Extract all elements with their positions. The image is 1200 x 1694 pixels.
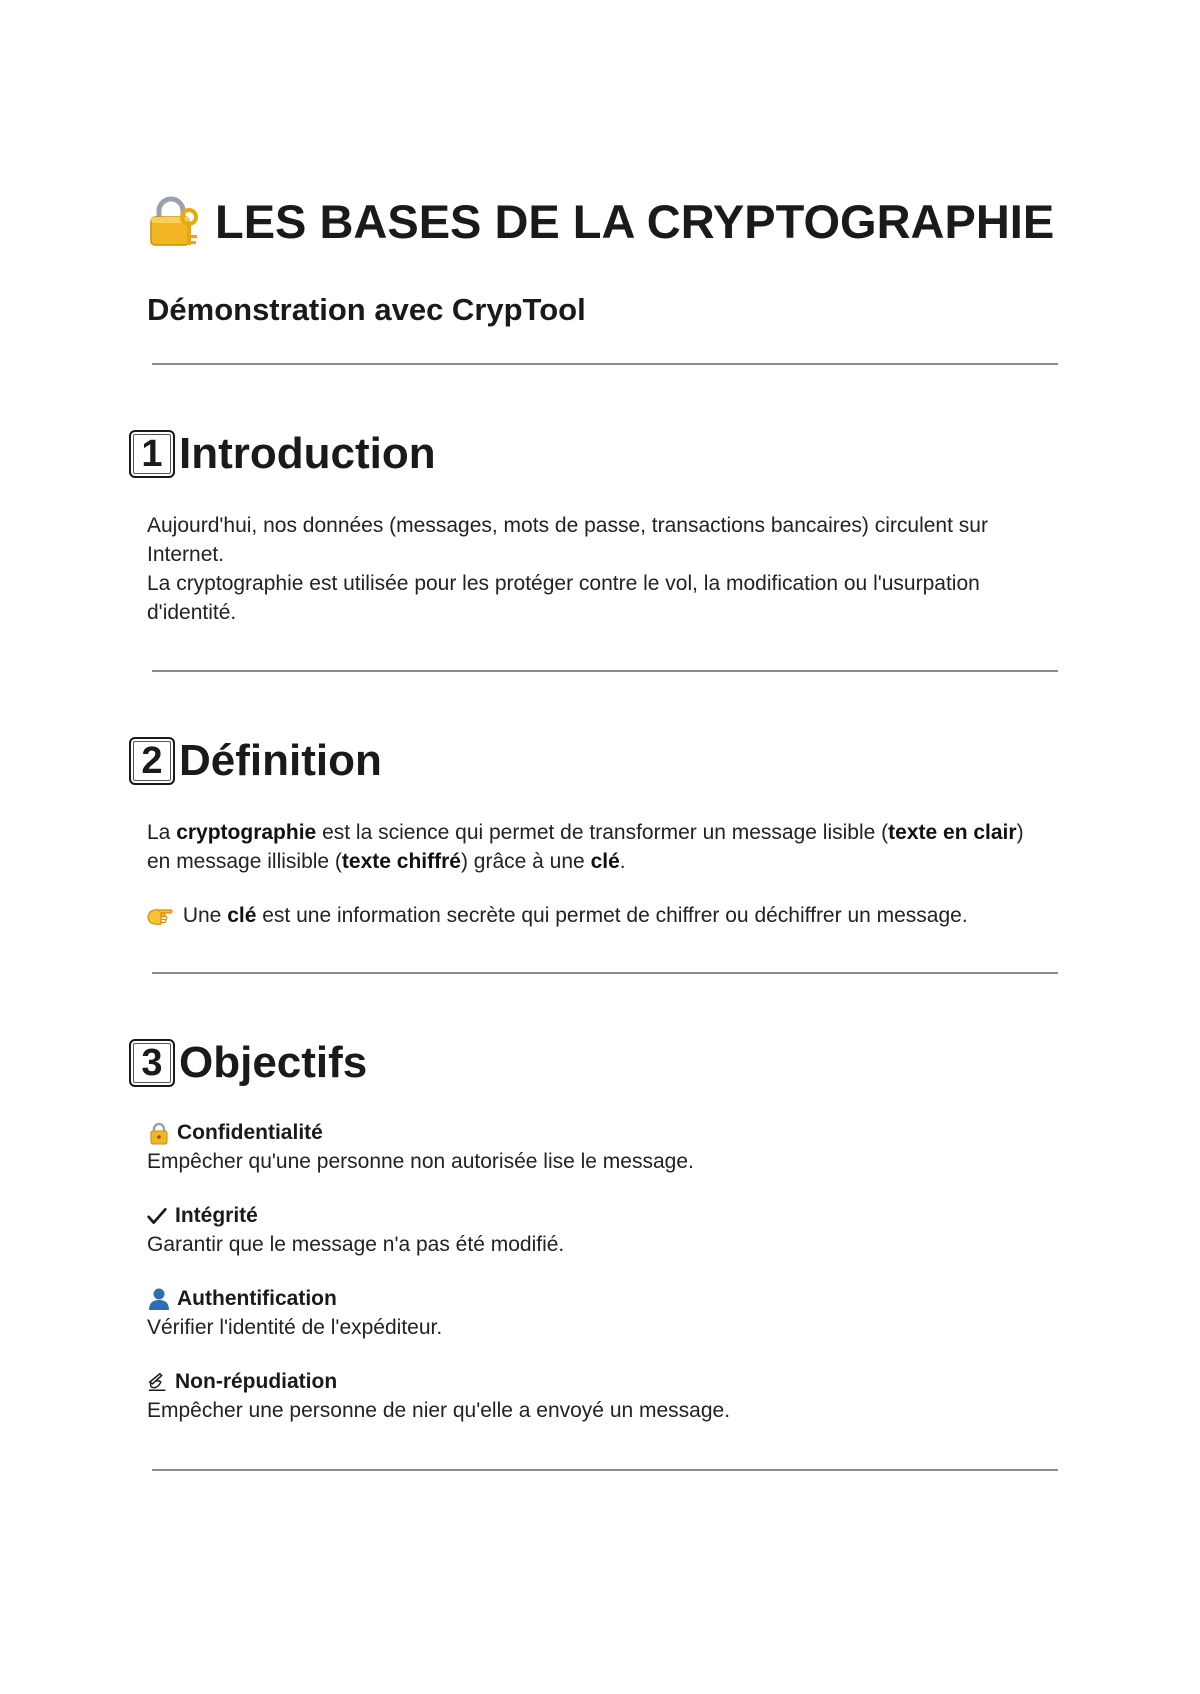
section-divider [152,363,1058,365]
section-divider [152,972,1058,974]
document-title-text: LES BASES DE LA CRYPTOGRAPHIE [215,195,1055,248]
note-term: clé [227,904,257,927]
definition-term: clé [590,850,620,873]
objective-description: Empêcher une personne de nier qu'elle a envoyé un message. [147,1399,731,1422]
objective-title [147,1118,323,1147]
person-icon [147,1287,171,1311]
section-heading-definition [129,733,382,789]
definition-term: texte en clair [888,821,1017,844]
keycap-number-icon: 3 [129,1039,175,1087]
paragraph-line: Aujourd'hui, nos données (messages, mots de passe, transactions bancaires) circulent sur [147,514,988,537]
objective-title-text: Non-répudiation [175,1370,338,1393]
keycap-number-icon: 1 [129,430,175,478]
definition-text: . [619,850,626,873]
objective-title-text: Confidentialité [177,1121,323,1144]
objective-description: Garantir que le message n'a pas été modifié. [147,1233,565,1256]
objective-title [147,1201,258,1230]
lock-icon [147,1121,171,1145]
section-heading-introduction [129,426,436,482]
pointing-hand-icon [147,904,173,926]
lock-with-key-icon [147,195,201,249]
section-heading-text: Définition [179,736,382,785]
definition-text: est la science qui permet de transformer un message lisible ( [316,821,889,844]
writing-hand-icon [147,1370,169,1394]
document-subtitle: Démonstration avec CrypTool [147,292,586,327]
section-heading-objectifs [129,1035,367,1091]
note-text: est une information secrète qui permet de chiffrer ou déchiffrer un message. [256,904,968,927]
document-title [147,192,1054,252]
definition-text: ) en message illisible ( [147,821,1024,873]
section-divider [152,1469,1058,1471]
objective-title [147,1367,337,1396]
note-text: Une [177,904,228,927]
definition-text: ) grâce à une [460,850,591,873]
section-heading-text: Objectifs [179,1038,368,1087]
paragraph-line: Internet. [147,543,225,566]
objective-description: Vérifier l'identité de l'expéditeur. [147,1316,443,1339]
check-icon [147,1204,167,1228]
definition-term: texte chiffré [341,850,461,873]
definition-term: cryptographie [176,821,317,844]
definition-text: La [147,821,177,844]
keycap-number-icon: 2 [129,737,175,785]
objective-title-text: Authentification [177,1287,337,1310]
paragraph-line: d'identité. [147,601,237,624]
key-note [147,901,1057,930]
objective-title [147,1284,337,1313]
section-heading-text: Introduction [179,429,436,478]
paragraph-line: La cryptographie est utilisée pour les protéger contre le vol, la modification ou l'usurpation [147,572,980,595]
objective-description: Empêcher qu'une personne non autorisée lise le message. [147,1150,694,1173]
definition-paragraph [147,818,1037,876]
section-divider [152,670,1058,672]
introduction-paragraph [147,511,1057,627]
objective-title-text: Intégrité [175,1204,258,1227]
